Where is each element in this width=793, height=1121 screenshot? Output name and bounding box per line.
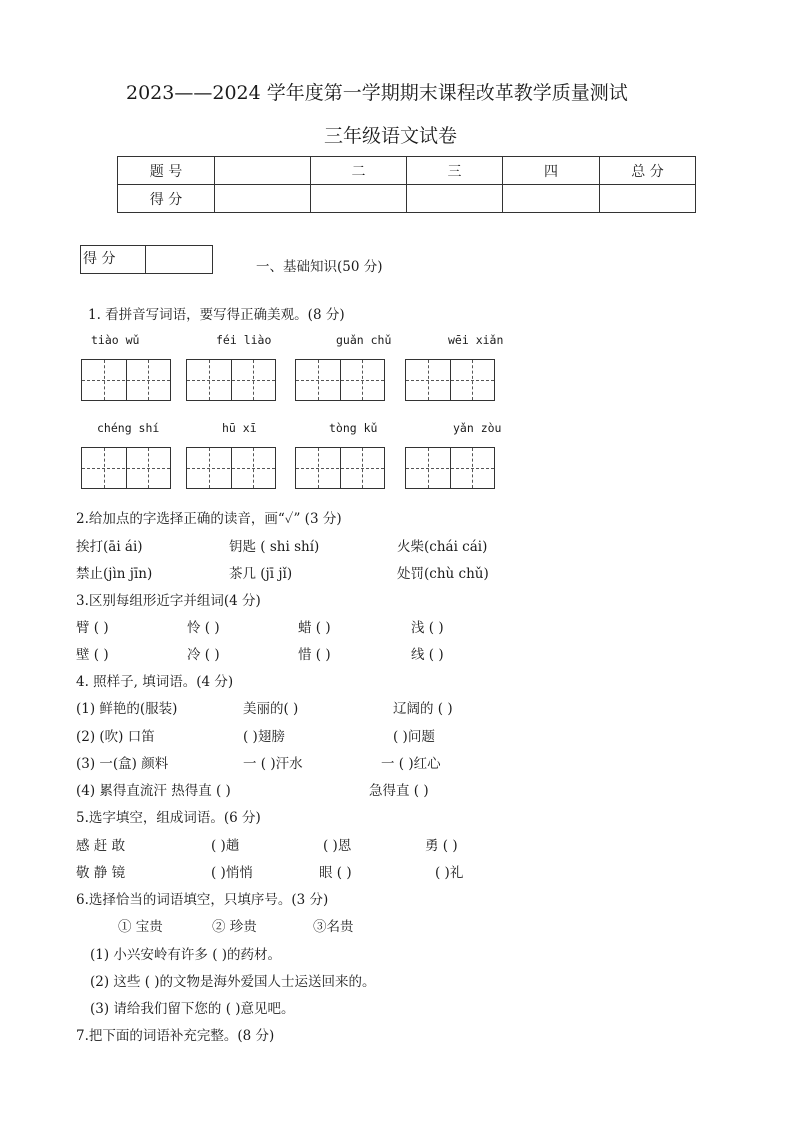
fill-word-item[interactable]: ( )翅膀: [243, 729, 285, 745]
pinyin-label: tòng kǔ: [329, 421, 378, 435]
question-5-prompt: 5.选字填空，组成词语。(6 分): [76, 810, 261, 826]
pinyin-label: yǎn zòu: [453, 421, 502, 435]
section-score-divider: [145, 246, 146, 273]
section-score-box: [80, 245, 213, 274]
similar-char-item[interactable]: 怜 ( ): [187, 620, 220, 636]
pronunciation-item[interactable]: 禁止(jìn jīn): [76, 566, 153, 582]
writing-grid[interactable]: [405, 447, 495, 489]
similar-char-item[interactable]: 壁 ( ): [76, 647, 109, 663]
similar-char-item[interactable]: 惜 ( ): [298, 647, 331, 663]
score-table-cell: 三: [407, 157, 503, 185]
fill-word-item: (1) 鲜艳的(服装): [76, 701, 178, 717]
fill-word-item[interactable]: 辽阔的 ( ): [393, 701, 453, 717]
score-table-cell: [215, 157, 311, 185]
writing-grid[interactable]: [81, 359, 171, 401]
writing-grid[interactable]: [186, 359, 276, 401]
score-table-header-row: [118, 157, 696, 185]
score-input-cell[interactable]: [215, 185, 311, 213]
writing-grid[interactable]: [295, 447, 385, 489]
char-choice-blank[interactable]: 眼 ( ): [319, 865, 352, 881]
pinyin-label: tiào wǔ: [91, 333, 140, 347]
pronunciation-item[interactable]: 挨打(āi ái): [76, 539, 143, 555]
pinyin-label: wēi xiǎn: [448, 333, 504, 347]
section-heading: 一、基础知识(50 分): [256, 259, 383, 275]
question-1-prompt: 1. 看拼音写词语，要写得正确美观。(8 分): [88, 307, 345, 323]
char-choice-blank[interactable]: 勇 ( ): [425, 838, 458, 854]
fill-word-item[interactable]: 美丽的( ): [243, 701, 299, 717]
question-7-prompt: 7.把下面的词语补充完整。(8 分): [76, 1028, 275, 1044]
similar-char-item[interactable]: 浅 ( ): [411, 620, 444, 636]
score-input-cell[interactable]: [600, 185, 696, 213]
pinyin-label: guǎn chǔ: [336, 333, 392, 347]
score-table-cell: 总 分: [600, 157, 696, 185]
score-table-row-label: 得 分: [118, 185, 215, 213]
sentence-blank-item[interactable]: (3) 请给我们留下您的 ( )意见吧。: [90, 1001, 295, 1017]
similar-char-item[interactable]: 冷 ( ): [187, 647, 220, 663]
fill-word-item[interactable]: 一 ( )汗水: [243, 756, 303, 772]
question-6-prompt: 6.选择恰当的词语填空，只填序号。(3 分): [76, 892, 329, 908]
pronunciation-item[interactable]: 钥匙 ( shi shí): [229, 539, 320, 555]
question-2-prompt: 2.给加点的字选择正确的读音，画“✓” (3 分): [76, 511, 342, 527]
pinyin-label: hū xī: [222, 421, 257, 435]
fill-word-item[interactable]: 一 ( )红心: [381, 756, 441, 772]
similar-char-item[interactable]: 线 ( ): [411, 647, 444, 663]
pronunciation-item[interactable]: 火柴(chái cái): [397, 539, 488, 555]
section-score-label: 得 分: [83, 251, 116, 267]
question-4-prompt: 4. 照样子, 填词语。(4 分): [76, 674, 234, 690]
char-choice-blank[interactable]: ( )礼: [435, 865, 464, 881]
char-choice-blank[interactable]: ( )恩: [323, 838, 352, 854]
writing-grid[interactable]: [186, 447, 276, 489]
similar-char-item[interactable]: 蜡 ( ): [298, 620, 331, 636]
char-choice-blank[interactable]: ( )悄悄: [211, 865, 253, 881]
fill-word-item[interactable]: (4) 累得直流汗 热得直 ( ): [76, 783, 231, 799]
char-choice-group: 敬 静 镜: [76, 865, 126, 881]
char-choice-group: 感 赶 敢: [76, 838, 126, 854]
score-table-score-row: [118, 185, 696, 213]
pronunciation-item[interactable]: 茶几 (jī jǐ): [229, 566, 293, 582]
score-table-cell: 四: [503, 157, 600, 185]
pinyin-label: chéng shí: [97, 421, 160, 435]
sentence-blank-item[interactable]: (1) 小兴安岭有许多 ( )的药材。: [90, 947, 282, 963]
similar-char-item[interactable]: 臂 ( ): [76, 620, 109, 636]
exam-subtitle: 三年级语文试卷: [324, 125, 458, 147]
writing-grid[interactable]: [295, 359, 385, 401]
question-3-prompt: 3.区别每组形近字并组词(4 分): [76, 593, 261, 609]
score-table-cell: 二: [311, 157, 407, 185]
pronunciation-item[interactable]: 处罚(chù chǔ): [397, 566, 489, 582]
writing-grid[interactable]: [81, 447, 171, 489]
fill-word-item[interactable]: 急得直 ( ): [369, 783, 429, 799]
score-input-cell[interactable]: [503, 185, 600, 213]
pinyin-label: féi liào: [216, 333, 272, 347]
score-input-cell[interactable]: [407, 185, 503, 213]
word-option: ① 宝贵: [118, 919, 163, 935]
writing-grid[interactable]: [405, 359, 495, 401]
fill-word-item: (3) 一(盒) 颜料: [76, 756, 169, 772]
score-table-cell: 题 号: [118, 157, 215, 185]
word-option: ③名贵: [313, 919, 354, 935]
exam-title: 2023——2024 学年度第一学期期末课程改革教学质量测试: [126, 82, 628, 104]
score-table: [117, 156, 696, 213]
fill-word-item: (2) (吹) 口笛: [76, 729, 155, 745]
word-option: ② 珍贵: [212, 919, 257, 935]
sentence-blank-item[interactable]: (2) 这些 ( )的文物是海外爱国人士运送回来的。: [90, 974, 376, 990]
char-choice-blank[interactable]: ( )趟: [211, 838, 240, 854]
score-input-cell[interactable]: [311, 185, 407, 213]
fill-word-item[interactable]: ( )问题: [393, 729, 435, 745]
